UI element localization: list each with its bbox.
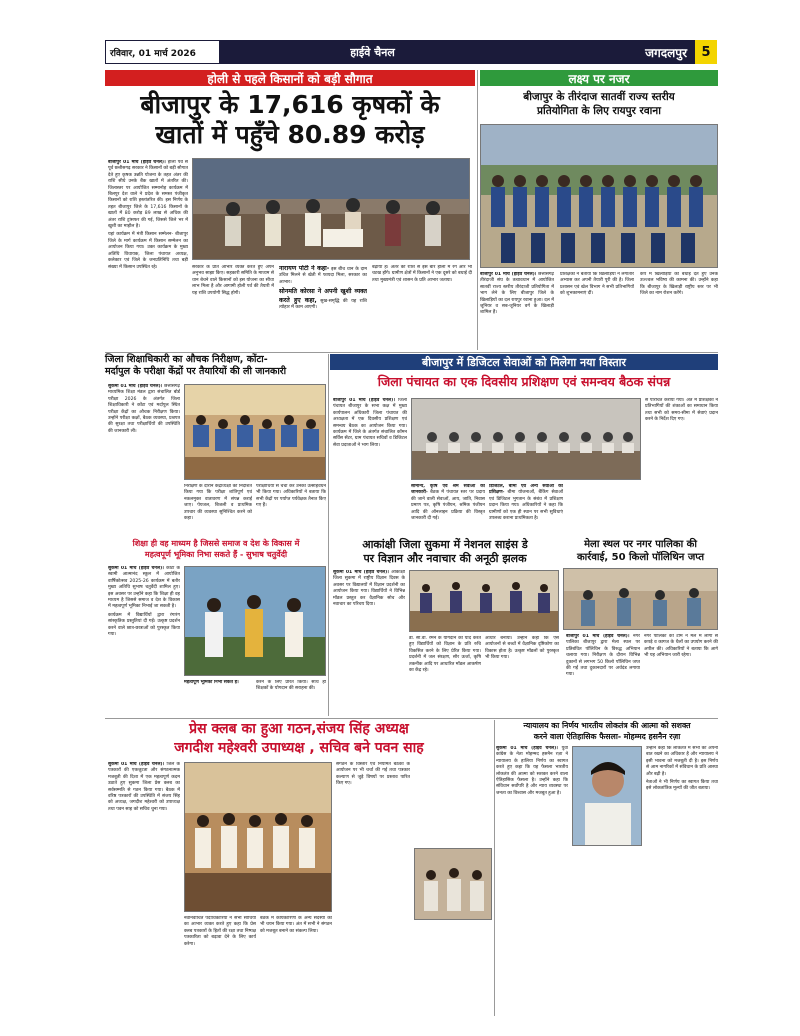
story1-col3 [279, 265, 367, 350]
story9-col3 [260, 916, 332, 1016]
story4-headline: जिला पंचायत का एक दिवसीय प्रशिक्षण एवं समन्वय बैठक संपन्न [377, 374, 671, 389]
story1-kicker: होली से पहले किसानों को बड़ी सौगात [105, 70, 475, 86]
story6-photo [409, 570, 559, 632]
story9-para1: जिले के पत्रकारों की एकजुटता और संगठनात्मक मजबूती की दिशा में एक महत्वपूर्ण कदम उठाते हुए सुकमा जिला प्रेस क्लब का सर्वसम्मति से गठन किया गया। बैठक में वरिष्ठ पत्रकारों की उपस्थिति में संजय सिंह को अध्यक्ष, जगदीश महेश्वरी को उपाध्यक्ष तथा पवन साह को सचिव चुना गया। [108, 762, 180, 812]
story2-para1: छत्तीसगढ़ तीरंदाजी संघ के तत्वावधान में आयोजित सातवीं राज्य स्तरीय तीरंदाजी प्रतियोगिता में भाग लेने के लिए बीजापुर जिले के खिलाड़ियों का दल रायपुर रवाना हुआ। दल में जूनियर व सब-जूनियर वर्ग के खिलाड़ी शामिल हैं। [480, 272, 554, 316]
story4-byline: बीजापुर 01 मार्च (हाईवे चैनल)। [333, 398, 395, 403]
story9-byline: सुकमा 01 मार्च (हाईवे चैनल)। [108, 762, 165, 767]
story7-col2 [644, 634, 718, 716]
story6-col3 [485, 636, 559, 716]
story1-para1: होली पर्व से पूर्व छत्तीसगढ़ सरकार ने किसानों को बड़ी सौगात देते हुए कृषक उन्नति योजना के तहत अंतर की राशि सीधे उनके बैंक खातों में अंतरित की। जिलास्तर पर आयोजित सम्मानोह कार्यक्रम में बिलपुर देश वाले ने प्रदेश के समस्त पंजीकृत किसानों को राशि हस्तांतरित की। इस निर्णय के तहत बीजापुर जिले के 17,616 किसानों के खातों में 80 करोड़ 89 लाख से अधिक की अंतर राशि ट्रांसफर की गई, जिससे जिले भर में खुशी का माहौल है। [108, 160, 188, 230]
story8-para2: उन्होंने कहा कि लोकतंत्र में सभी को अपनी बात रखने का अधिकार है और न्यायालय ने इसी भावना को मजबूती दी है। इस निर्णय से आम नागरिकों में संविधान के प्रति आस्था और बढ़ी है। [646, 746, 718, 777]
story8-headline [496, 720, 718, 742]
story1-quote2: सुख-समृद्धि की यह राशि त्योहार में काम आएगी। [279, 298, 367, 311]
story7-byline: बीजापुर 01 मार्च (हाईवे चैनल)। [566, 634, 630, 639]
story6-para1: आकांक्षी जिला सुकमा में राष्ट्रीय विज्ञान दिवस के अवसर पर विद्यालयों में विज्ञान प्रदर्शनी का आयोजन किया गया। विद्यार्थियों ने विभिन्न मॉडल प्रस्तुत कर वैज्ञानिक सोच और नवाचार का परिचय दिया। [333, 570, 405, 608]
farmers-event-photo [193, 159, 470, 260]
story9-para3: बैठक में कार्यकारिणी के अन्य सदस्यों का भी चयन किया गया। अंत में सभी ने संगठन को मजबूत बनाने का संकल्प लिया। [260, 916, 332, 934]
science-exhibition-photo [410, 571, 559, 632]
story3-byline: सुकमा 01 मार्च (हाईवे चैनल)। [108, 384, 163, 389]
story3-para2: निरीक्षण के दौरान केंद्राध्यक्षों को निर्देशित किया गया कि परीक्षा शांतिपूर्ण एवं नकलमुक्त वातावरण में संपन्न कराई जाए। पेयजल, बिजली व प्राथमिक उपचार की व्यवस्था सुनिश्चित करने को कहा। [184, 484, 252, 522]
story3-col2 [184, 484, 252, 534]
story1-col1 [108, 160, 188, 350]
column-rule [494, 720, 495, 1016]
annual-function-photo [185, 567, 326, 676]
story7-headline-line1: मेला स्थल पर नगर पालिका की [584, 539, 697, 550]
story8-para1: युवा कांग्रेस के नेता मोहम्मद हसनैन रज़ा ने न्यायालय के हालिया निर्णय का स्वागत करते हुए कहा कि यह फैसला भारतीय लोकतंत्र की आत्मा को सशक्त करने वाला ऐतिहासिक फैसला है। उन्होंने कहा कि संविधान सर्वोपरि है और न्याय व्यवस्था पर जनता का विश्वास और मजबूत हुआ है। [496, 746, 568, 796]
story6-col2 [409, 636, 481, 716]
fair-inspection-photo [564, 569, 718, 630]
story4-kicker: बीजापुर में डिजिटल सेवाओं को मिलेगा नया विस्तार [330, 354, 718, 370]
story2-headline [480, 90, 718, 118]
section-rule [105, 352, 718, 353]
issue-date: रविवार, 01 मार्च 2026 [105, 40, 220, 64]
story5-byline: सुकमा 01 मार्च (हाईवे चैनल)। [108, 566, 164, 571]
story9-headline-line1: प्रेस क्लब का हुआ गठन,संजय सिंह अध्यक्ष [189, 721, 409, 737]
story1-para2: यहां कार्यक्रम में मंत्री किसान सम्मेलन- बीजापुर जिले के मार्ग कार्यक्रम में किसान सम्मेलन का आयोजन किया गया। उक्त कार्यक्रम के मुख्य अतिथि विधायक, जिला पंचायत अध्यक्ष, कलेक्टर एवं जिले के जनप्रतिनिधि तथा बड़ी संख्या में किसान उपस्थित रहे। [108, 232, 188, 270]
story7-photo [563, 568, 718, 630]
story4-para3: बीमा योजनाओं, बैंकिंग सेवाओं एवं डिजिटल भुगतान के संबंध में प्रशिक्षण प्रदान किया गया। अधिकारियों ने कहा कि ग्रामीणों को एक ही स्थान पर सभी सुविधाएं उपलब्ध कराना प्राथमिकता है। [489, 490, 563, 522]
story1-col2 [192, 265, 274, 350]
story1-headline-line2: खातों में पहुँचे 80.89 करोड़ [155, 120, 425, 149]
story9-headline [105, 720, 493, 758]
press-club-photo [185, 763, 332, 912]
story7-headline [563, 538, 718, 564]
story1-para3: सरकार के प्रति आभार व्यक्त करते हुए अपने अनुभव साझा किए। सहकारी समिति के माध्यम से धान बेचने वाले किसानों को इस योजना का सीधा लाभ मिला है और आगामी होली पर्व की तैयारी में यह राशि उपयोगी सिद्ध होगी। [192, 265, 274, 296]
story3-headline [105, 354, 327, 378]
column-rule [328, 354, 329, 716]
story7-para1: नगर पालिका बीजापुर द्वारा मेला स्थल पर प्रतिबंधित पॉलिथिन के विरुद्ध अभियान चलाया गया। निरीक्षण के दौरान विभिन्न दुकानों से लगभग 50 किलो पॉलिथिन जप्त की गई तथा दुकानदारों पर अर्थदंड लगाया गया। [566, 634, 640, 678]
story2-kicker: लक्ष्य पर नजर [480, 70, 718, 86]
story1-quote1: इस बीच धान के दाम उचित मिलने से खेती में फायदा मिला, सरकार का आभार। [279, 267, 367, 285]
exam-center-photo [185, 385, 326, 480]
story9-photo [184, 762, 332, 912]
story8-col3 [646, 746, 718, 1016]
story5-col2 [184, 680, 252, 716]
story9-col2 [184, 916, 256, 1016]
story7-col1 [566, 634, 640, 716]
story5-para3: करने के लिए प्रेरित किया। साथ ही शिक्षकों के योगदान की सराहना की। [256, 680, 326, 692]
story4-para4: से परिचित कराया गया। अंत में प्रशिक्षकों ने प्रतिभागियों की शंकाओं का समाधान किया तथा सभी को समय-सीमा में सेवाएं प्रदान करने के निर्देश दिए गए। [645, 398, 718, 423]
story3-col1 [108, 384, 180, 534]
press-club-meeting-photo [415, 849, 492, 920]
section-rule [105, 718, 718, 719]
edition-city: जगदलपुर [525, 40, 695, 64]
story5-quote: महत्वपूर्ण भूमिका निभा सकते हैं। [184, 680, 239, 685]
story9-para4: संगठन के विस्तार एवं नियमित बैठकों के आयोजन पर भी चर्चा की गई तथा पत्रकार कल्याण से जुड़े विषयों पर प्रस्ताव पारित किए गए। [336, 762, 410, 787]
story6-byline: सुकमा 01 मार्च (हाईवे चैनल)। [333, 570, 389, 575]
story8-para3: नेताओं ने भी निर्णय का स्वागत किया तथा इसे लोकतांत्रिक मूल्यों की जीत बताया। [646, 780, 718, 792]
story2-col3 [640, 272, 718, 350]
story2-para2: प्रशिक्षकों ने बताया कि खिलाड़ियों ने लगातार अभ्यास कर अपनी तैयारी पूरी की है। जिला प्रशासन एवं खेल विभाग ने सभी प्रतिभागियों को शुभकामनाएं दीं। [560, 272, 634, 297]
story4-subhead2: डिजिटल, बीमा एवं अन्य सेवाओं का प्रशिक्षण- [489, 484, 563, 496]
story3-col3 [256, 484, 326, 534]
story5-para1: कोंटा के स्वामी आत्मानंद स्कूल में आयोजित वार्षिकोत्सव 2025-26 कार्यक्रम में बतौर मुख्य अतिथि सुभाष चतुर्वेदी शामिल हुए। इस अवसर पर उन्होंने कहा कि शिक्षा ही वह माध्यम है जिससे समाज व देश के विकास में महत्वपूर्ण भूमिका निभाई जा सकती है। [108, 566, 180, 610]
archery-team-photo [481, 125, 718, 268]
story4-col3 [489, 484, 563, 534]
story3-para3: परीक्षार्थियों से चर्चा कर उनका उत्साहवर्धन भी किया गया। अधिकारियों ने बताया कि सभी केंद्रों पर पर्याप्त पर्यवेक्षक तैनात किए गए हैं। [256, 484, 326, 509]
page-header [105, 40, 695, 64]
story1-byline: बीजापुर 01 मार्च (हाईवे चैनल)। [108, 160, 166, 165]
story6-headline-line2: पर विज्ञान और नवाचार की अनूठी झलक [363, 552, 527, 565]
story8-byline: सुकमा 01 मार्च (हाईवे चैनल)। [496, 746, 558, 751]
story6-headline-line1: आकांक्षी जिला सुकमा में नेशनल साइंस डे [362, 538, 528, 551]
story4-para2: बैठक में पंचायत स्तर पर प्रदाय की जाने वाली सेवाओं, आय, जाति, निवास प्रमाण पत्र, कृषि पंजीयन, श्रमिक पंजीयन आदि की ऑनलाइन प्रक्रिया की विस्तृत जानकारी दी गई। [411, 490, 485, 522]
story2-headline-line1: बीजापुर के तीरंदाज सातवीं राज्य स्तरीय [523, 91, 675, 103]
story4-col1 [333, 398, 407, 534]
portrait-photo [573, 747, 642, 846]
story2-para3: कैंप में खिलाड़ियों को बधाई देते हुए उनके उज्ज्वल भविष्य की कामना की। उन्होंने कहा कि बीजापुर के खिलाड़ी राष्ट्रीय स्तर पर भी जिले का नाम रोशन करेंगे। [640, 272, 718, 297]
story5-headline-line2: महत्वपूर्ण भूमिका निभा सकते हैं - सुभाष चतुर्वेदी [144, 550, 288, 559]
story2-photo [480, 124, 718, 268]
page-number: 5 [695, 40, 717, 64]
story6-headline [330, 538, 560, 566]
story1-para4: बढ़ाया है। अंतर की राशि से इस बार होली में रंग और भी चटख होंगे। ग्रामीण क्षेत्रों में किसानों ने एक दूसरे को बधाई दी तथा मुख्यमंत्री एवं शासन के प्रति आभार जताया। [372, 265, 472, 283]
training-meeting-photo [412, 399, 641, 480]
story5-col1 [108, 566, 180, 716]
newspaper-name: हाईवे चैनल [350, 45, 395, 59]
story1-photo [192, 158, 470, 260]
story3-headline-line1: जिला शिक्षाधिकारी का औचक निरीक्षण, कोंटा- [105, 354, 268, 365]
column-rule [477, 70, 478, 350]
story9-headline-line2: जगदीश महेश्वरी उपाध्यक्ष , सचिव बने पवन साह [174, 740, 424, 756]
story7-headline-line2: कार्रवाई, 50 किलो पॉलिथिन जप्त [576, 552, 705, 563]
story2-headline-line2: प्रतियोगिता के लिए रायपुर रवाना [537, 105, 661, 117]
story1-headline-line1: बीजापुर के 17,616 कृषकों के [140, 90, 440, 119]
story2-col2 [560, 272, 634, 350]
story9-para2: नवनिर्वाचित पदाधिकारियों ने सभी साथियों का आभार व्यक्त करते हुए कहा कि प्रेस क्लब पत्रकारों के हितों की रक्षा तथा निष्पक्ष पत्रकारिता को बढ़ावा देने के लिए कार्य करेगा। [184, 916, 256, 947]
story9-col1 [108, 762, 180, 1016]
story4-photo [411, 398, 641, 480]
story7-para2: नगर पालिका की टीम ने मेले में लोगों से कपड़े व कागज के थैलों का उपयोग करने की अपील की। अधिकारियों ने बताया कि आगे भी यह अभियान जारी रहेगा। [644, 634, 718, 659]
story9-photo2 [414, 848, 492, 920]
story3-headline-line2: मर्दापुल के परीक्षा केंद्रों पर तैयारियों की ली जानकारी [105, 366, 287, 377]
story1-quote1-name: नारायण पोटी ने कहा- [279, 265, 330, 272]
story2-col1 [480, 272, 554, 350]
story8-headline-line2: करने वाला ऐतिहासिक फैसला- मोहम्मद हसनैन रज़ा [533, 732, 681, 741]
story6-para2: डॉ. सी.वी. रमन के योगदान को याद करते हुए विद्यार्थियों को विज्ञान के प्रति रुचि विकसित करने के लिए प्रेरित किया गया। प्रदर्शनी में जल संरक्षण, सौर ऊर्जा, कृषि तकनीक आदि पर आधारित मॉडल आकर्षण का केंद्र रहे। [409, 636, 481, 674]
story1-col4 [372, 265, 472, 350]
story8-photo [572, 746, 642, 846]
story5-headline [105, 538, 327, 560]
story5-para2: कार्यक्रम में विद्यार्थियों द्वारा रंगारंग सांस्कृतिक प्रस्तुतियां दी गईं। उत्कृष्ट प्रदर्शन करने वाले छात्र-छात्राओं को पुरस्कृत किया गया। [108, 612, 180, 638]
story6-col1 [333, 570, 405, 716]
story8-headline-line1: न्यायालय का निर्णय भारतीय लोकतंत्र की आत्मा को सशक्त [523, 721, 691, 730]
story9-col4 [336, 762, 410, 1016]
story1-headline [105, 90, 475, 150]
story5-col3 [256, 680, 326, 716]
story2-byline: बीजापुर 01 मार्च (हाईवे चैनल)। [480, 272, 537, 277]
story8-col1 [496, 746, 568, 846]
story6-para3: आधार बनाया। उन्होंने कहा कि ऐसे आयोजनों से बच्चों में वैज्ञानिक दृष्टिकोण का विकास होता है। उत्कृष्ट मॉडलों को पुरस्कृत भी किया गया। [485, 636, 559, 661]
story3-para1: छत्तीसगढ़ माध्यमिक शिक्षा मंडल द्वारा संचालित बोर्ड परीक्षा 2026 के अंतर्गत जिला शिक्षाधिकारी ने कोंटा एवं मर्दापुल स्थित परीक्षा केंद्रों का औचक निरीक्षण किया। उन्होंने परीक्षा कक्षों, बैठक व्यवस्था, प्रश्नपत्र की सुरक्षा तथा परीक्षार्थियों की उपस्थिति की जानकारी ली। [108, 384, 180, 434]
story4-col4 [645, 398, 718, 534]
story4-para1: जिला पंचायत बीजापुर के सभा कक्ष में मुख्य कार्यपालन अधिकारी जिला पंचायत की अध्यक्षता में एक दिवसीय प्रशिक्षण एवं समन्वय बैठक का आयोजन किया गया। कार्यक्रम में जिले के अंतर्गत संचालित कॉमन सर्विस सेंटर, ग्राम पंचायत सचिवों व डिजिटल सेवा प्रदाताओं ने भाग लिया। [333, 398, 407, 448]
story3-photo [184, 384, 326, 480]
story4-subhead1: सामान्य, कृषि एवं श्रम सेवाओं की जानकारी- [411, 484, 485, 496]
story5-headline-line1: शिक्षा ही वह माध्यम है जिससे समाज व देश के विकास में [132, 539, 300, 548]
story5-photo [184, 566, 326, 676]
story1-quote2-name: सोनमति कोरसा ने अपनी खुशी व्यक्त करते हुए कहा, [279, 288, 367, 304]
story4-col2 [411, 484, 485, 534]
